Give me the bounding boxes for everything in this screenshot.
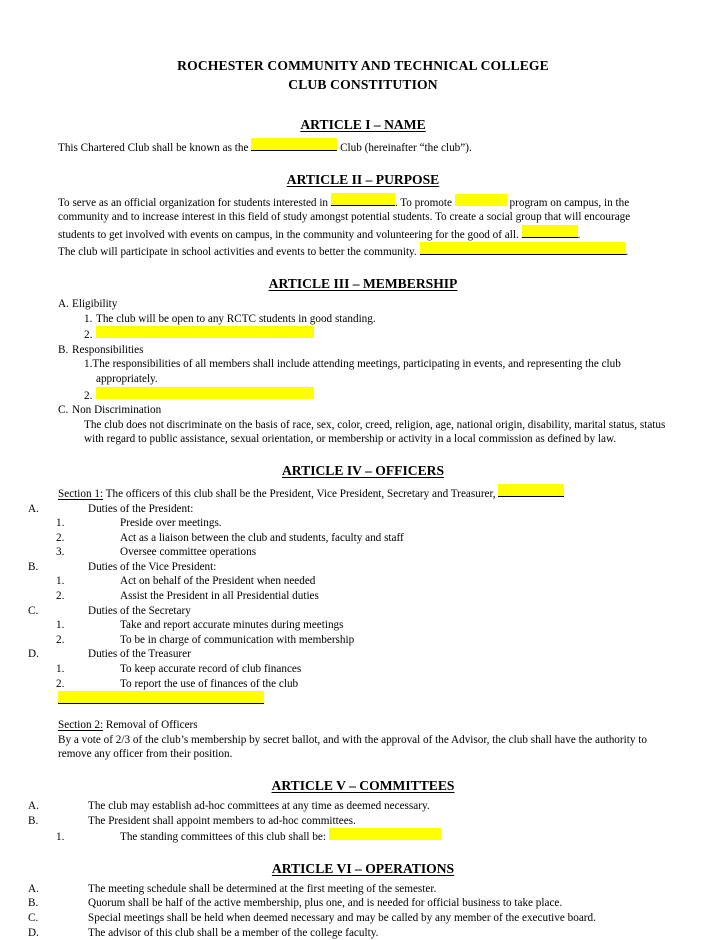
article-4-item-d-1-label: 1. — [56, 663, 65, 676]
article-4-item-d-2 — [56, 677, 668, 692]
article-6-item-a — [28, 882, 668, 897]
article-4-item-b-1 — [56, 574, 668, 589]
article-3-item-a-1-label: 1. — [84, 312, 93, 325]
article-4-item-a-label: A. — [28, 502, 39, 515]
article-4-item-a-text: Duties of the President: — [88, 502, 194, 515]
article-4-section-1-label: Section 1: — [58, 487, 104, 500]
article-6-item-b-text: Quorum shall be half of the active membership, plus one, and is needed for official business to take place. — [88, 897, 563, 910]
article-4-item-d-2-text: To report the use of finances of the club — [120, 677, 299, 690]
article-4-item-c-label: C. — [28, 604, 39, 617]
article-4-item-a-2-label: 2. — [56, 531, 65, 544]
article-6-item-a-label: A. — [28, 882, 39, 895]
article-2-segment-4: . — [577, 228, 581, 241]
article-2-blank-highlight-2 — [455, 194, 507, 206]
article-3-item-a-2-label: 2. — [84, 329, 93, 342]
article-3-item-c — [58, 403, 668, 418]
article-6-heading: ARTICLE VI – OPERATIONS — [271, 860, 455, 876]
article-4-section-2 — [58, 718, 668, 733]
article-6-item-c-text: Special meetings shall be held when deemed necessary and may be called by any member of the executive board. — [88, 911, 596, 924]
article-3-item-a-1-text: The club will be open to any RCTC students in good standing. — [96, 312, 376, 325]
article-1-text-after: Club (hereinafter “the club”). — [340, 142, 472, 154]
article-2-blank-highlight-3 — [522, 225, 578, 238]
article-4-item-d-2-label: 2. — [56, 677, 65, 690]
article-5-item-b-text: The President shall appoint members to ad-hoc committees. — [88, 814, 356, 827]
article-4-item-a-3 — [56, 545, 668, 560]
article-4-item-b-text: Duties of the Vice President: — [88, 560, 217, 573]
article-6-item-d-label: D. — [28, 926, 39, 939]
article-5-heading: ARTICLE V – COMMITTEES — [271, 778, 455, 793]
article-3-item-b-2-label: 2. — [84, 389, 93, 402]
article-4-item-a — [28, 502, 668, 517]
article-2-blank-highlight-4 — [420, 242, 626, 255]
article-5-committees-blank-highlight — [329, 828, 441, 840]
article-5-item-a-text: The club may establish ad-hoc committees at any time as deemed necessary. — [88, 800, 430, 812]
article-6-item-b — [28, 896, 668, 911]
article-3-item-b-2-blank-highlight — [96, 387, 314, 399]
article-3-item-c-label: C. — [58, 404, 69, 417]
article-6-item-c — [28, 911, 668, 926]
article-5-item-b-label: B. — [28, 814, 39, 827]
article-2-segment-3: program on campus, in the community and to increase interest in this field of study amongst potential students. To create a social group that will encourage students to get involved with events on campus, in the community and volunteering for the good of all. — [58, 196, 631, 241]
document-title-line-1: ROCHESTER COMMUNITY AND TECHNICAL COLLEGE — [177, 58, 549, 73]
article-3-item-c-text: Non Discrimination — [72, 404, 162, 417]
article-4-item-d-label: D. — [28, 648, 39, 661]
article-5-item-a — [28, 799, 668, 814]
article-3-item-b-1 — [84, 357, 668, 372]
article-2-heading: ARTICLE II – PURPOSE — [286, 171, 440, 187]
article-4-section-1 — [58, 484, 668, 502]
article-4-item-b-label: B. — [28, 560, 39, 573]
article-4-item-a-2 — [56, 531, 668, 546]
article-3-item-a-label: A. — [58, 297, 69, 310]
article-6-item-c-label: C. — [28, 911, 39, 924]
article-3-item-b-label: B. — [58, 343, 69, 356]
article-5-item-a-label: A. — [28, 800, 39, 812]
article-1-body — [58, 138, 668, 156]
article-4-item-d-1 — [56, 662, 668, 677]
article-6-item-d — [28, 926, 668, 940]
document-title-line-2: CLUB CONSTITUTION — [288, 77, 438, 92]
article-3-item-b-text: Responsibilities — [72, 343, 144, 356]
article-4-item-a-1-label: 1. — [56, 517, 65, 530]
article-2-segment-2: . To promote — [394, 196, 452, 209]
article-1-heading: ARTICLE I – NAME — [300, 117, 426, 132]
article-6-item-d-text: The advisor of this club shall be a member of the college faculty. — [88, 926, 379, 939]
article-1-text-before: This Chartered Club shall be known as the — [58, 142, 249, 154]
article-2-segment-1: To serve as an official organization for students interested in — [58, 196, 329, 209]
article-4-section-2-label: Section 2: — [58, 719, 104, 732]
article-5-item-b-1-label: 1. — [56, 831, 65, 844]
article-4-treasurer-blank-highlight — [58, 691, 264, 704]
article-4-item-d-1-text: To keep accurate record of club finances — [120, 663, 302, 676]
article-4-item-c-text: Duties of the Secretary — [88, 604, 191, 617]
article-4-section-1-text: The officers of this club shall be the President, Vice President, Secretary and Treasurer, — [105, 487, 496, 500]
article-4-item-c-1-text: Take and report accurate minutes during meetings — [120, 619, 344, 632]
article-4-item-a-1 — [56, 516, 668, 531]
article-3-item-a-text: Eligibility — [72, 297, 118, 310]
article-2-segment-5: The club will participate in school activities and events to better the community. — [58, 246, 417, 259]
article-4-item-b-1-label: 1. — [56, 575, 65, 588]
article-3-heading: ARTICLE III – MEMBERSHIP — [268, 275, 458, 291]
article-3-item-c-paragraph: The club does not discriminate on the basis of race, sex, color, creed, religion, age, national origin, disability, marital status, status with regard to public assistance, sexual orientation, or membership or activity in a local commission as defined by law. — [84, 418, 666, 446]
article-2-blank-highlight-1 — [331, 193, 395, 206]
article-3-item-a — [58, 297, 668, 312]
article-5-item-b — [28, 814, 668, 829]
article-5-item-b-1 — [56, 828, 668, 845]
article-4-item-c — [28, 604, 668, 619]
article-4-item-b-2-text: Assist the President in all Presidential duties — [120, 590, 319, 603]
article-4-item-a-3-text: Oversee committee operations — [120, 546, 257, 559]
article-4-item-c-2-text: To be in charge of communication with membership — [120, 633, 355, 646]
article-2-body — [58, 193, 668, 260]
article-3-item-b-1-continuation: appropriately. — [96, 372, 158, 385]
article-4-item-d — [28, 647, 668, 662]
article-6-item-a-text: The meeting schedule shall be determined at the first meeting of the semester. — [88, 882, 437, 895]
article-4-section-2-text: Removal of Officers — [105, 719, 198, 732]
article-1-blank-highlight — [251, 138, 337, 151]
article-4-treasurer-blank-line — [58, 691, 668, 703]
article-4-item-b-1-text: Act on behalf of the President when needed — [120, 575, 316, 588]
article-4-item-c-2 — [56, 633, 668, 648]
article-3-item-b-1-text: The responsibilities of all members shall include attending meetings, participating in events, and representing the club — [92, 358, 621, 371]
article-4-item-a-2-text: Act as a liaison between the club and students, faculty and staff — [120, 531, 404, 544]
article-4-section-2-paragraph: By a vote of 2/3 of the club’s membership by secret ballot, and with the approval of the Advisor, the club shall have the authority to remove any officer from their position. — [58, 733, 647, 761]
article-4-item-b-2-label: 2. — [56, 590, 65, 603]
article-4-item-c-1-label: 1. — [56, 619, 65, 632]
article-3-item-b-1-label: 1. — [84, 358, 93, 371]
article-3-item-a-2 — [84, 326, 668, 343]
article-2-segment-6: . — [625, 246, 629, 259]
article-4-item-a-3-label: 3. — [56, 546, 65, 559]
article-4-item-c-2-label: 2. — [56, 633, 65, 646]
article-6-item-b-label: B. — [28, 897, 39, 910]
article-4-item-c-1 — [56, 618, 668, 633]
article-3-item-a-1 — [84, 312, 668, 327]
article-4-item-a-1-text: Preside over meetings. — [120, 517, 222, 530]
article-4-section-1-blank-highlight — [498, 484, 564, 497]
article-4-item-d-text: Duties of the Treasurer — [88, 648, 191, 661]
article-4-item-b — [28, 560, 668, 575]
article-3-item-b-2 — [84, 387, 668, 404]
article-4-item-b-2 — [56, 589, 668, 604]
article-4-heading: ARTICLE IV – OFFICERS — [281, 462, 445, 478]
article-5-item-b-1-text: The standing committees of this club shall be: — [120, 831, 326, 844]
article-3-item-b — [58, 343, 668, 358]
article-3-item-a-2-blank-highlight — [96, 326, 314, 338]
